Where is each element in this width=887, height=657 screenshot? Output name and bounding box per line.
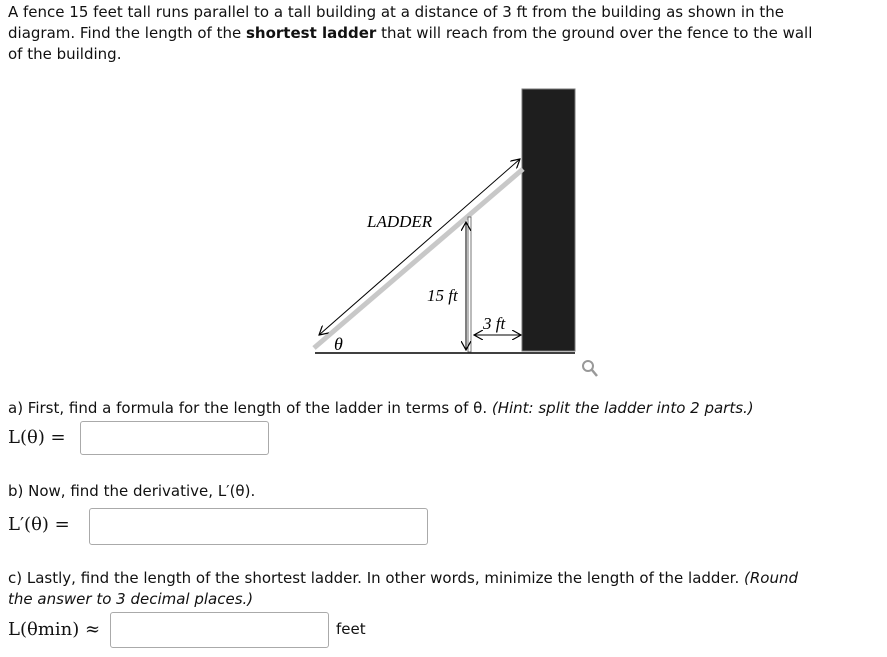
part-c-prompt-2: the answer to 3 decimal places.) <box>8 590 254 608</box>
part-b-answer-input[interactable] <box>89 508 428 545</box>
gap-label: 3 ft <box>483 314 506 333</box>
magnifier-icon[interactable] <box>583 361 597 376</box>
building <box>522 89 575 351</box>
emphasis: shortest ladder <box>246 24 377 42</box>
part-c-prompt-1 <box>8 568 798 589</box>
part-b-lhs: L′(θ) = <box>8 514 70 535</box>
unit-label: feet <box>336 620 366 638</box>
problem-line-3: of the building. <box>8 45 122 63</box>
part-a-answer-input[interactable] <box>80 421 269 455</box>
hint: (Round <box>744 569 798 587</box>
text: that will reach from the ground over the fence to the wall <box>376 24 813 42</box>
text: a) First, find a formula for the length of the ladder in terms of θ. <box>8 399 492 417</box>
fence <box>468 217 471 352</box>
angle-label: θ <box>334 334 343 354</box>
part-b-prompt: b) Now, find the derivative, L′(θ). <box>8 482 256 500</box>
ladder-label: LADDER <box>367 212 433 231</box>
part-a-prompt <box>8 398 754 419</box>
hint: (Hint: split the ladder into 2 parts.) <box>491 399 754 417</box>
text: diagram. Find the length of the <box>8 24 246 42</box>
problem-line-1: A fence 15 feet tall runs parallel to a tall building at a distance of 3 ft from the building as shown in the <box>8 3 784 21</box>
text: c) Lastly, find the length of the shortest ladder. In other words, minimize the length of the ladder. <box>8 569 744 587</box>
part-c-lhs: L(θmin) ≈ <box>8 619 101 640</box>
part-c-answer-input[interactable] <box>110 612 329 648</box>
fence-height-label: 15 ft <box>427 286 458 305</box>
part-a-lhs: L(θ) = <box>8 427 66 448</box>
ladder-length-arrow <box>319 159 520 335</box>
